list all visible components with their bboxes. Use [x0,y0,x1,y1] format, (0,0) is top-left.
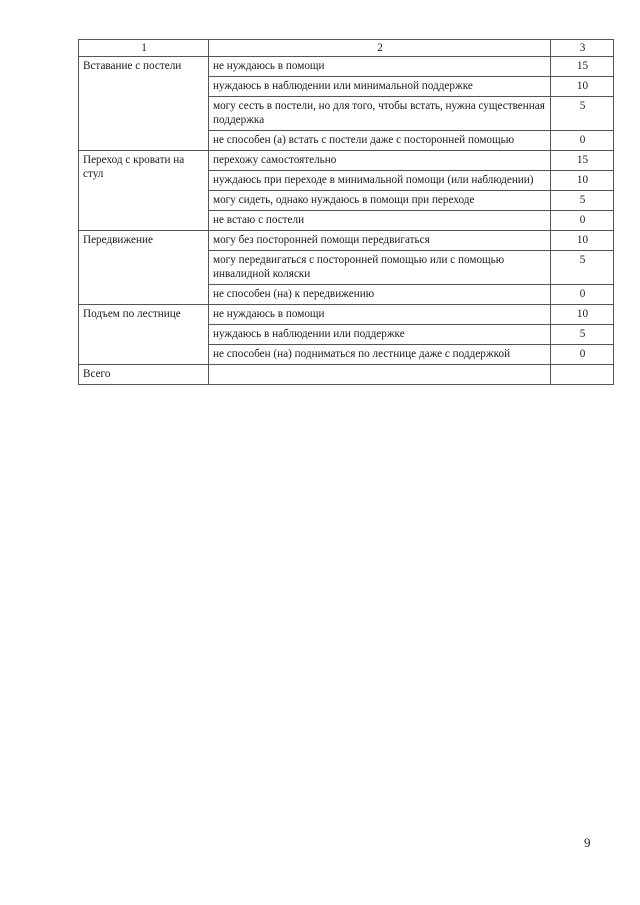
description-cell: не способен (на) подниматься по лестнице даже с поддержкой [209,345,551,365]
total-score-cell [551,365,614,385]
table-row [79,57,614,77]
score-cell: 10 [551,305,614,325]
header-cell-3: 3 [551,40,614,57]
score-cell: 0 [551,131,614,151]
category-cell: Вставание с постели [79,57,209,151]
score-cell: 5 [551,97,614,131]
description-cell: могу сидеть, однако нуждаюсь в помощи при переходе [209,191,551,211]
total-description-cell [209,365,551,385]
description-cell: не встаю с постели [209,211,551,231]
score-cell: 10 [551,231,614,251]
description-cell: могу без посторонней помощи передвигаться [209,231,551,251]
category-cell: Подъем по лестнице [79,305,209,365]
category-cell: Передвижение [79,231,209,305]
score-cell: 5 [551,191,614,211]
description-cell: не нуждаюсь в помощи [209,305,551,325]
page-number: 9 [584,835,591,850]
description-cell: не нуждаюсь в помощи [209,57,551,77]
assessment-table-body [79,40,614,385]
description-cell: не способен (на) к передвижению [209,285,551,305]
score-cell: 5 [551,251,614,285]
score-cell: 0 [551,211,614,231]
total-row [79,365,614,385]
description-cell: нуждаюсь в наблюдении или минимальной поддержке [209,77,551,97]
score-cell: 10 [551,171,614,191]
score-cell: 0 [551,285,614,305]
description-cell: нуждаюсь в наблюдении или поддержке [209,325,551,345]
description-cell: перехожу самостоятельно [209,151,551,171]
table-header-row [79,40,614,57]
score-cell: 15 [551,57,614,77]
total-label-cell: Всего [79,365,209,385]
score-cell: 5 [551,325,614,345]
table-row [79,151,614,171]
description-cell: могу передвигаться с посторонней помощью или с помощью инвалидной коляски [209,251,551,285]
score-cell: 0 [551,345,614,365]
description-cell: не способен (а) встать с постели даже с посторонней помощью [209,131,551,151]
header-cell-1: 1 [79,40,209,57]
table-row [79,305,614,325]
header-cell-2: 2 [209,40,551,57]
description-cell: нуждаюсь при переходе в минимальной помощи (или наблюдении) [209,171,551,191]
assessment-table [78,39,614,385]
table-row [79,231,614,251]
score-cell: 15 [551,151,614,171]
score-cell: 10 [551,77,614,97]
description-cell: могу сесть в постели, но для того, чтобы встать, нужна существенная поддержка [209,97,551,131]
category-cell: Переход с кровати на стул [79,151,209,231]
